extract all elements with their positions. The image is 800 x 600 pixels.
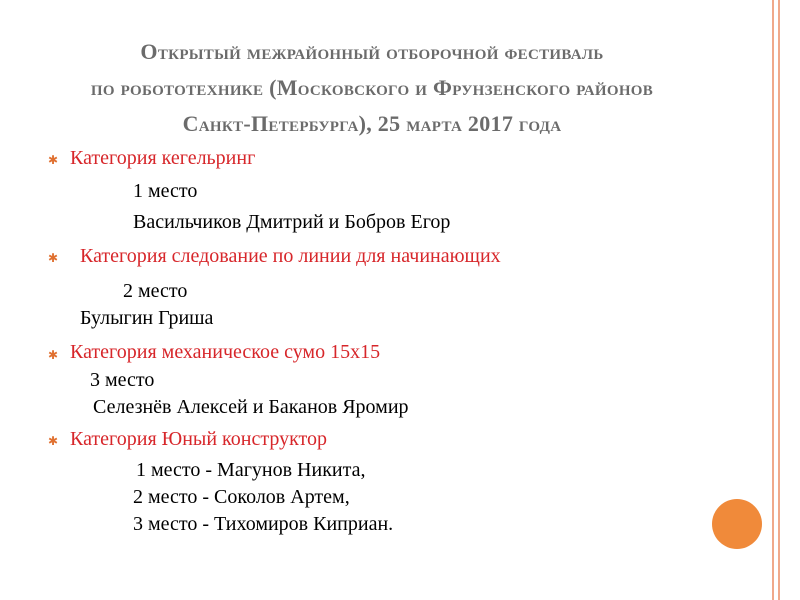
bullet-icon: ✱: [48, 153, 59, 167]
title-line: Открытый межрайонный отборочной фестиваль: [140, 39, 604, 64]
category-label: Категория механическое сумо 15x15: [70, 341, 381, 363]
frame-line-right: [778, 0, 780, 600]
place-line: 3 место - Тихомиров Киприан.: [133, 513, 394, 535]
category-label: Категория следование по линии для начинающих: [80, 245, 501, 267]
bullet-icon: ✱: [48, 348, 59, 362]
frame-line-left: [772, 0, 774, 600]
category-label: Категория Юный конструктор: [70, 428, 327, 450]
category-label: Категория кегельринг: [70, 147, 256, 169]
accent-circle: [712, 499, 762, 549]
place-line: 1 место: [133, 180, 198, 202]
slide-title: [22, 34, 722, 142]
place-line: 2 место - Соколов Артем,: [133, 486, 350, 508]
winner-line: Селезнёв Алексей и Баканов Яромир: [93, 396, 409, 418]
place-line: 2 место: [123, 280, 188, 302]
place-line: 1 место - Магунов Никита,: [136, 459, 366, 481]
bullet-icon: ✱: [48, 251, 59, 265]
title-line: Санкт-Петербурга), 25 марта 2017 года: [182, 111, 562, 136]
winner-line: Васильчиков Дмитрий и Бобров Егор: [133, 211, 451, 233]
title-line: по робототехнике (Московского и Фрунзенского районов: [90, 75, 654, 100]
place-line: 3 место: [90, 369, 155, 391]
bullet-icon: ✱: [48, 434, 59, 448]
winner-line: Булыгин Гриша: [80, 307, 214, 329]
